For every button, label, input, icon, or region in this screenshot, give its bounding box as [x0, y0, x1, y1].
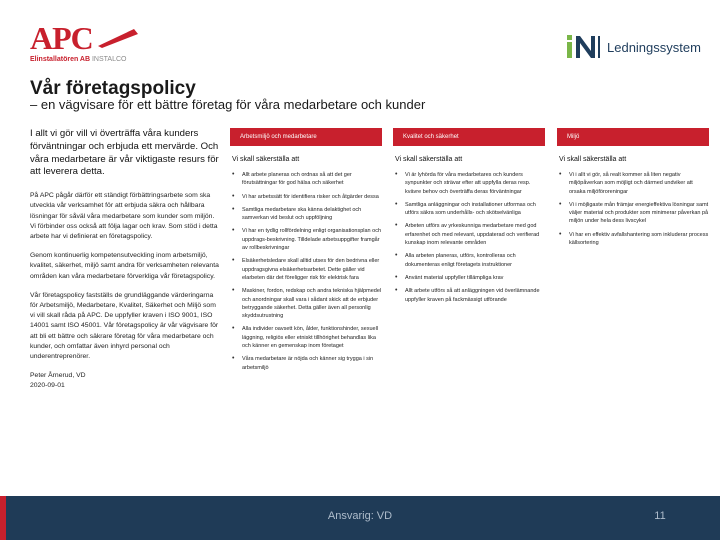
ledningssystem-label: Ledningssystem [607, 39, 701, 55]
column-list [393, 171, 545, 304]
list-item: • Vi har en tydlig rollfördelning enligt organisationsplan och uppdrags-beskrivning. Tilldelade arbetsuppgifter framgår av rollbeskrivningar [230, 227, 382, 252]
column-header: Miljö [557, 128, 709, 146]
intro-paragraph-1: På APC pågår därför ett ständigt förbättringsarbete som ska utveckla vår verksamhet för att erbjuda säkra och hållbara lösningar för såväl våra medarbetare som kunder som miljön. Vi förbinder oss också att följa lagar och krav. Som stöd i detta arbete har vi definierat en företagspolicy. [30, 192, 218, 240]
list-item: • Vi i möjligaste mån främjar energieffektiva lösningar samt väljer material och produkter som minimerar påverkan på miljön under hela dess livscykel [557, 201, 709, 226]
footer-responsible: Ansvarig: VD [327, 510, 393, 522]
column-list [557, 171, 709, 247]
signature [30, 371, 222, 391]
list-item: • Vi har arbetssätt för identifiera risker och åtgärder dessa [230, 193, 382, 201]
list-item: • Använt material uppfyller tillämpliga krav [393, 274, 545, 282]
intro-paragraph-2: Genom kontinuerlig kompetensutveckling inom arbetsmiljö, kvalitet, säkerhet, miljö samt andra för verksamheten relevanta områden kan våra medarbetare förverkliga vår företagspolicy. [30, 252, 219, 280]
ln-logo-icon [565, 34, 603, 60]
page-number: 11 [654, 510, 666, 522]
intro-paragraph-3: Vår företagspolicy fastställs de grundläggande värderingarna för Arbetsmiljö, Medarbetare, Kvalitet, Säkerhet och Miljö som vi vill skall råda på APC. De uppfyller kraven i ISO 9001, ISO 14001 samt ISO 45001. Vår företagspolicy är vår vägvisare för att bli ett bättre och säkrare företag för våra medarbetare och kunder, och omfattar även inhyrd personal och underentreprenörer. [30, 291, 219, 361]
footer-bar [0, 496, 720, 540]
list-item: • Samtliga medarbetare ska känna delaktighet och samverkan vid beslut och uppföljning [230, 206, 382, 223]
page-title: Vår företagspolicy [30, 78, 196, 99]
list-item: • Alla arbeten planeras, utförs, kontrolleras och dokumenteras enligt företagets instruktioner [393, 252, 545, 269]
list-item: • Elsäkerhetsledare skall alltid utses för den bedrivna eller uppdragsgivna elsäkerhetsarbetet. Dette gäller vid elarbeten där det föreligger risk för elektrisk fara [230, 257, 382, 282]
ledningssystem-logo [565, 34, 701, 60]
list-item: • Arbeten utförs av yrkeskunniga medarbetare med god erfarenhet och med relevant, uppdaterad och verifierad kunskap inom relevante områden [393, 222, 545, 247]
list-item: • Vi är lyhörda för våra medarbetares och kunders synpunkter och strävar efter att uppfylla deras resp. kvävre behov och överträffa deras förväntningar [393, 171, 545, 196]
column-header: Kvalitet och säkerhet [393, 128, 545, 146]
list-item: • Vi har en effektiv avfallshantering som inkluderar process källsortering [557, 231, 709, 248]
apc-logo-text: APC [30, 20, 93, 56]
column-lead: Vi skall säkerställa att [559, 156, 627, 163]
column-environment [557, 128, 709, 252]
column-lead: Vi skall säkerställa att [232, 156, 300, 163]
list-item: • Våra medarbetare är nöjda och känner sig trygga i sin arbetsmiljö [230, 355, 382, 372]
page-subtitle: – en vägvisare för ett bättre företag för våra medarbetare och kunder [30, 97, 426, 112]
footer-accent [0, 496, 6, 540]
list-item: • Vi i allt vi gör, så realt kommer så liten negativ miljöpåverkan som möjligt och därmed undviker att orsaka miljöföroreningar [557, 171, 709, 196]
column-lead: Vi skall säkerställa att [395, 156, 463, 163]
apc-logo-wedge-icon [96, 26, 140, 48]
signature-name: Peter Årnerud, VD [30, 372, 86, 380]
intro-text [30, 128, 222, 392]
list-item: • Maskiner, fordon, redskap och andra tekniska hjälpmedel och anordningar skall vara i sådant skick att de erbjuder betryggande säkerhet. Detta gäller även all personlig skyddsutrustning [230, 287, 382, 320]
list-item: • Allt arbete utförs så att anläggningen vid överlämnande uppfyller kraven på fackmässigt utförande [393, 287, 545, 304]
list-item: • Alla individer oavsett kön, ålder, funktionshinder, sexuell läggning, religiös eller etniskt tillhörighet behandlas lika och känner en gemenskap inom företaget [230, 325, 382, 350]
intro-lead: I allt vi gör vill vi överträffa våra kunders förväntningar och erbjuda ett mervärde. Och våra medarbetare är vår viktigaste resurs för att leverera detta. [30, 128, 219, 178]
list-item: • Allt arbete planeras och ordnas så att det ger förutsättningar för god hälsa och säkerhet [230, 171, 382, 188]
list-item: • Samtliga anläggningar och installationer utformas och utförs säkra som underhålls- och skötselvänliga [393, 201, 545, 218]
column-list [230, 171, 382, 372]
apc-logo [30, 20, 140, 68]
signature-date: 2020-09-01 [30, 382, 65, 390]
apc-logo-subtitle: Elinstallatören AB INSTALCO [30, 56, 127, 63]
column-header: Arbetsmiljö och medarbetare [230, 128, 382, 146]
column-work-environment [230, 128, 382, 377]
column-quality-safety [393, 128, 545, 309]
